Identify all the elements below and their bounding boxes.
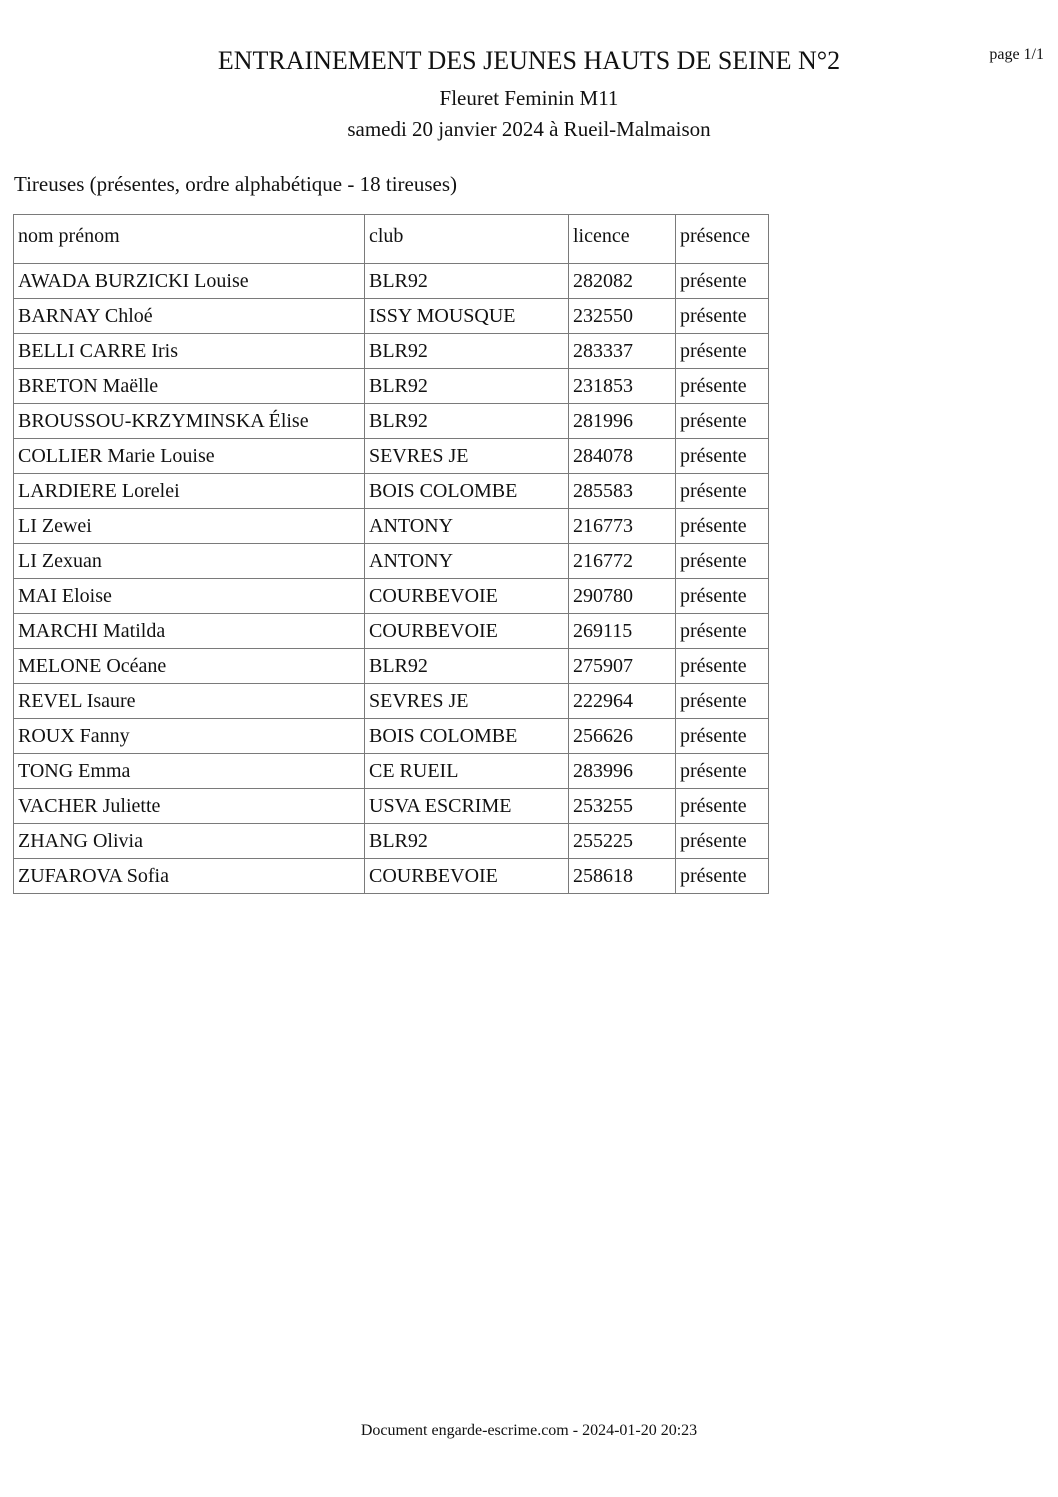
- table-row: [14, 404, 769, 439]
- cell-name: LARDIERE Lorelei: [14, 474, 365, 509]
- cell-presence: présente: [676, 474, 769, 509]
- cell-name: BRETON Maëlle: [14, 369, 365, 404]
- table-row: [14, 439, 769, 474]
- cell-licence: 216772: [569, 544, 676, 579]
- cell-name: BROUSSOU-KRZYMINSKA Élise: [14, 404, 365, 439]
- table-row: [14, 684, 769, 719]
- cell-licence: 231853: [569, 369, 676, 404]
- table-body: [14, 264, 769, 894]
- cell-presence: présente: [676, 684, 769, 719]
- cell-presence: présente: [676, 544, 769, 579]
- table-row: [14, 614, 769, 649]
- cell-club: ANTONY: [365, 544, 569, 579]
- table-row: [14, 264, 769, 299]
- cell-name: ZHANG Olivia: [14, 824, 365, 859]
- cell-presence: présente: [676, 859, 769, 894]
- cell-club: BOIS COLOMBE: [365, 719, 569, 754]
- cell-name: VACHER Juliette: [14, 789, 365, 824]
- column-header-club: club: [365, 215, 569, 264]
- table-row: [14, 859, 769, 894]
- cell-licence: 255225: [569, 824, 676, 859]
- cell-presence: présente: [676, 439, 769, 474]
- cell-club: ISSY MOUSQUE: [365, 299, 569, 334]
- cell-licence: 258618: [569, 859, 676, 894]
- column-header-presence: présence: [676, 215, 769, 264]
- table-row: [14, 299, 769, 334]
- cell-licence: 283996: [569, 754, 676, 789]
- cell-club: BLR92: [365, 369, 569, 404]
- date-location: samedi 20 janvier 2024 à Rueil-Malmaison: [347, 117, 711, 141]
- cell-presence: présente: [676, 649, 769, 684]
- cell-presence: présente: [676, 789, 769, 824]
- cell-presence: présente: [676, 579, 769, 614]
- cell-club: COURBEVOIE: [365, 859, 569, 894]
- cell-licence: 232550: [569, 299, 676, 334]
- cell-name: ROUX Fanny: [14, 719, 365, 754]
- cell-presence: présente: [676, 719, 769, 754]
- table-header-row: [14, 215, 769, 264]
- cell-presence: présente: [676, 334, 769, 369]
- table-row: [14, 544, 769, 579]
- cell-name: BELLI CARRE Iris: [14, 334, 365, 369]
- cell-licence: 253255: [569, 789, 676, 824]
- cell-club: BLR92: [365, 404, 569, 439]
- table-row: [14, 649, 769, 684]
- cell-club: COURBEVOIE: [365, 579, 569, 614]
- cell-club: SEVRES JE: [365, 439, 569, 474]
- cell-presence: présente: [676, 299, 769, 334]
- table-row: [14, 579, 769, 614]
- cell-club: BOIS COLOMBE: [365, 474, 569, 509]
- table-row: [14, 824, 769, 859]
- cell-licence: 282082: [569, 264, 676, 299]
- cell-presence: présente: [676, 404, 769, 439]
- cell-licence: 283337: [569, 334, 676, 369]
- cell-club: ANTONY: [365, 509, 569, 544]
- cell-licence: 222964: [569, 684, 676, 719]
- cell-name: ZUFAROVA Sofia: [14, 859, 365, 894]
- cell-presence: présente: [676, 754, 769, 789]
- cell-name: BARNAY Chloé: [14, 299, 365, 334]
- cell-licence: 216773: [569, 509, 676, 544]
- cell-licence: 275907: [569, 649, 676, 684]
- fencers-table: [13, 214, 769, 894]
- cell-presence: présente: [676, 824, 769, 859]
- table-row: [14, 754, 769, 789]
- cell-name: LI Zewei: [14, 509, 365, 544]
- table-row: [14, 509, 769, 544]
- cell-club: COURBEVOIE: [365, 614, 569, 649]
- cell-club: CE RUEIL: [365, 754, 569, 789]
- document-title: ENTRAINEMENT DES JEUNES HAUTS DE SEINE N°2: [217, 46, 841, 75]
- cell-name: LI Zexuan: [14, 544, 365, 579]
- table-row: [14, 334, 769, 369]
- cell-club: BLR92: [365, 334, 569, 369]
- cell-licence: 285583: [569, 474, 676, 509]
- cell-name: AWADA BURZICKI Louise: [14, 264, 365, 299]
- cell-licence: 290780: [569, 579, 676, 614]
- cell-club: SEVRES JE: [365, 684, 569, 719]
- table-row: [14, 789, 769, 824]
- cell-name: MARCHI Matilda: [14, 614, 365, 649]
- cell-club: BLR92: [365, 649, 569, 684]
- cell-club: USVA ESCRIME: [365, 789, 569, 824]
- footer-note: Document engarde-escrime.com - 2024-01-20 20:23: [360, 1422, 698, 1439]
- cell-presence: présente: [676, 369, 769, 404]
- cell-presence: présente: [676, 509, 769, 544]
- column-header-licence: licence: [569, 215, 676, 264]
- list-caption: Tireuses (présentes, ordre alphabétique - 18 tireuses): [14, 172, 458, 196]
- cell-name: TONG Emma: [14, 754, 365, 789]
- cell-licence: 269115: [569, 614, 676, 649]
- page-number: page 1/1: [989, 46, 1044, 63]
- cell-name: MAI Eloise: [14, 579, 365, 614]
- cell-licence: 284078: [569, 439, 676, 474]
- cell-name: REVEL Isaure: [14, 684, 365, 719]
- table-row: [14, 369, 769, 404]
- table-row: [14, 719, 769, 754]
- cell-name: MELONE Océane: [14, 649, 365, 684]
- cell-club: BLR92: [365, 264, 569, 299]
- cell-presence: présente: [676, 614, 769, 649]
- weapon-category: Fleuret Feminin M11: [439, 86, 619, 110]
- cell-presence: présente: [676, 264, 769, 299]
- table-row: [14, 474, 769, 509]
- cell-licence: 256626: [569, 719, 676, 754]
- column-header-name: nom prénom: [14, 215, 365, 264]
- cell-licence: 281996: [569, 404, 676, 439]
- cell-club: BLR92: [365, 824, 569, 859]
- cell-name: COLLIER Marie Louise: [14, 439, 365, 474]
